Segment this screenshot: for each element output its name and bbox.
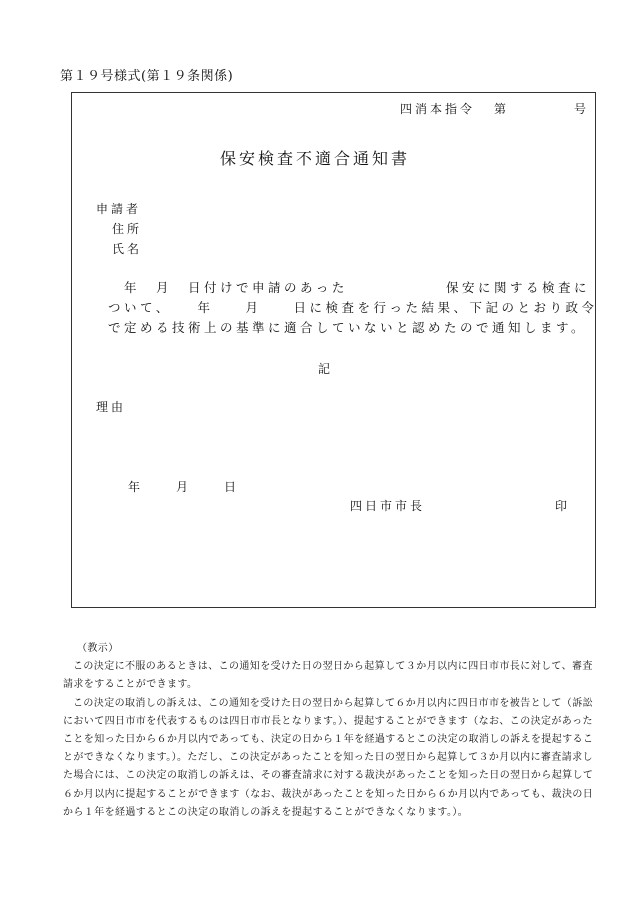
doc-number-go: 号 (574, 102, 590, 116)
body-line-2: ついて、 年 月 日に検査を行った結果、下記のとおり政令 (108, 300, 598, 315)
ki-mark: 記 (318, 362, 334, 376)
body-line-1b: 保安に関する検査に (446, 280, 591, 295)
reason-label: 理由 (96, 400, 127, 414)
doc-number-dai: 第 (494, 102, 510, 116)
form-label: 第１９号様式(第１９条関係) (60, 69, 234, 84)
name-label: 氏名 (112, 242, 143, 256)
signer-title: 四日市市長 (350, 499, 426, 513)
notes-section (63, 640, 598, 822)
applicant-heading: 申請者 (96, 202, 142, 216)
notes-paragraph-2: この決定の取消しの訴えは、この通知を受けた日の翌日から起算して６か月以内に四日市市を被告として（訴訟において四日市市を代表するものは四日市市長となります。）、提起することができます（なお、この決定があったことを知った日から６か月以内であっても、決定の日から１年を経過するとこの決定の取消しの訴えを提起することができなくなります。）。ただし、この決定があったことを知った日の翌日から起算して３か月以内に審査請求した場合には、この決定の取消しの訴えは、その審査請求に対する裁決があったことを知った日の翌日から起算して６か月以内に提起することができます（なお、裁決があったことを知った日から６か月以内であっても、裁決の日から１年を経過するとこの決定の取消しの訴えを提起することができなくなります。）。 (63, 697, 594, 818)
date-day: 日 (224, 480, 240, 494)
body-line-1a: 年 月 日付けで申請のあった (124, 280, 348, 295)
document-title: 保安検査不適合通知書 (219, 149, 410, 168)
address-label: 住所 (112, 222, 143, 236)
doc-number-prefix: 四消本指令 (400, 102, 476, 116)
date-year: 年 (128, 480, 144, 494)
notes-heading: （教示） (77, 643, 119, 654)
seal-mark: 印 (555, 499, 571, 513)
notice-frame (71, 92, 596, 608)
date-month: 月 (176, 480, 192, 494)
notes-paragraph-1: この決定に不服のあるときは、この通知を受けた日の翌日から起算して３か月以内に四日市市長に対して、審査請求をすることができます。 (63, 661, 593, 691)
body-line-3: で定める技術上の基準に適合していないと認めたので通知します。 (108, 320, 588, 335)
